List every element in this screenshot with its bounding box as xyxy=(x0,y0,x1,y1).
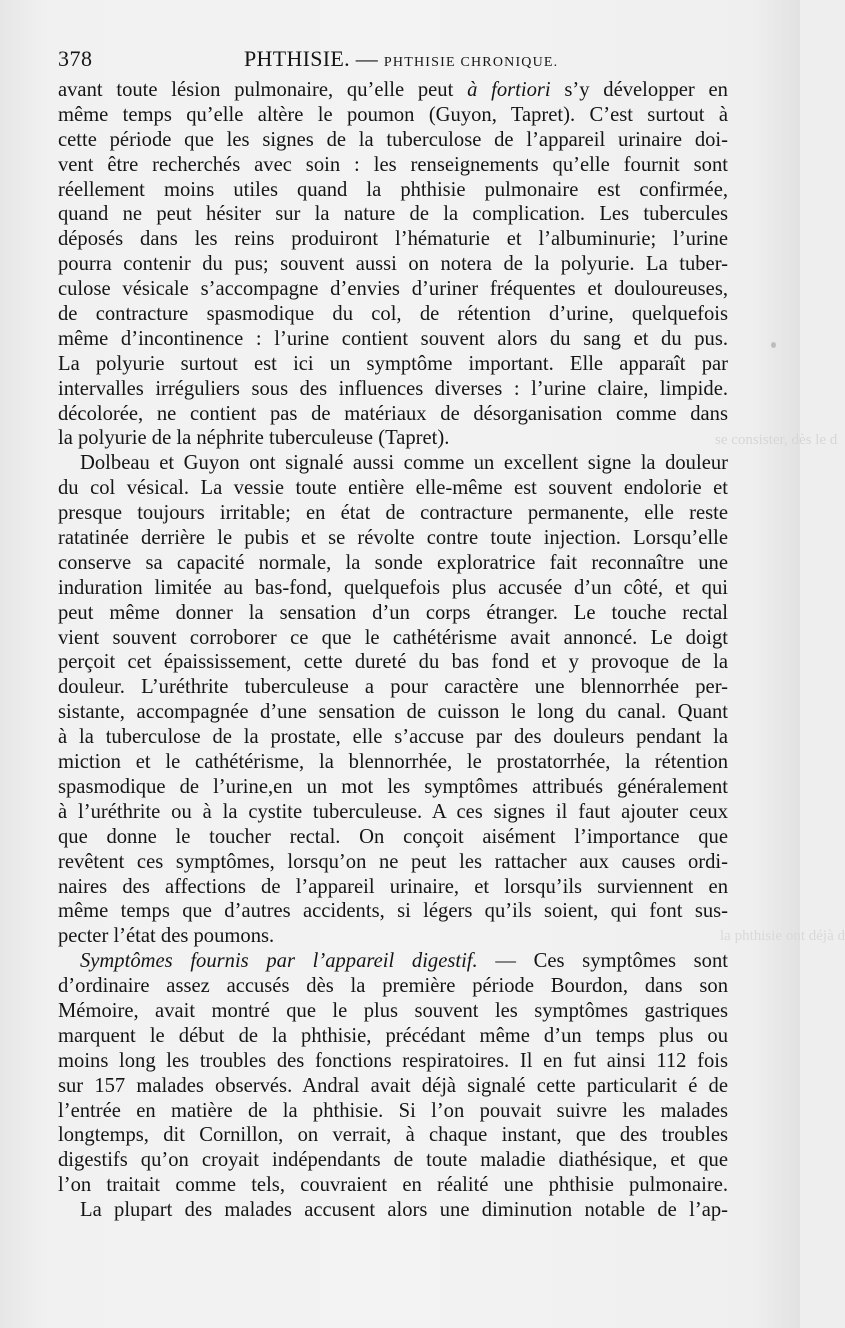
text-line: revêtent ces symptômes, lorsqu’on ne peut les rattacher aux causes ordi- xyxy=(58,850,728,873)
page-number: 378 xyxy=(58,46,93,71)
text-line: moins long les troubles des fonctions respiratoires. Il en fut ainsi 112 fois xyxy=(58,1049,728,1072)
text-line: digestifs qu’on croyait indépendants de toute maladie diathésique, et que xyxy=(58,1149,728,1172)
text-line: même temps qu’elle altère le poumon (Guyon, Tapret). C’est surtout à xyxy=(58,103,728,126)
text-line: à l’uréthrite ou à la cystite tuberculeuse. A ces signes il faut ajouter ceux xyxy=(58,800,728,823)
text-line: spasmodique de l’urine,en un mot les symptômes attribués généralement xyxy=(58,775,728,798)
text-line: Mémoire, avait montré que le plus souvent les symptômes gastriques xyxy=(58,999,728,1022)
text-line: pecter l’état des poumons. xyxy=(58,925,275,948)
running-head-subtitle: PHTHISIE CHRONIQUE. xyxy=(383,55,559,70)
text-line: que donne le toucher rectal. On conçoit aisément l’importance que xyxy=(58,825,728,848)
text-line: douleur. L’uréthrite tuberculeuse a pour caractère une blennorrhée per- xyxy=(58,676,728,699)
text-line: peut même donner la sensation d’un corps étranger. Le touche rectal xyxy=(58,601,728,624)
section-heading-line: Symptômes fournis par l’appareil digestif. — Ces symptômes sont xyxy=(80,950,728,973)
text-line: avant toute lésion pulmonaire, qu’elle peut à fortiori s’y développer en xyxy=(58,79,728,101)
text-line: vent être recherchés avec soin : les renseignements qu’elle fournit sont xyxy=(58,153,728,176)
text-line: intervalles irréguliers sous des influences diverses : l’urine claire, limpide. xyxy=(58,377,728,400)
text-line: l’on traitait comme tels, couvraient en réalité une phthisie pulmonaire. xyxy=(58,1174,728,1197)
page-header xyxy=(58,46,743,76)
text-line: marquent le début de la phthisie, précédant même d’un temps plus ou xyxy=(58,1024,728,1047)
text-line: induration limitée au bas-fond, quelquefois plus accusée d’un côté, et qui xyxy=(58,576,728,599)
italic-phrase: à fortiori xyxy=(467,79,551,101)
body-text xyxy=(58,78,728,1223)
text-line: longtemps, dit Cornillon, on verrait, à chaque instant, que des troubles xyxy=(58,1124,728,1147)
text-line: vient souvent corroborer ce que le cathétérisme avait annoncé. Le doigt xyxy=(58,626,728,649)
paper-speck xyxy=(771,342,776,348)
text-line: même temps que d’autres accidents, si légers qu’ils soient, qui font sus- xyxy=(58,900,728,923)
text-line: La polyurie surtout est ici un symptôme important. Elle apparaît par xyxy=(58,352,728,375)
text-line: de contracture spasmodique du col, de rétention d’urine, quelquefois xyxy=(58,303,728,326)
bleed-through-text: se consister, dès le d xyxy=(715,432,838,448)
text-line: la polyurie de la néphrite tuberculeuse (Tapret). xyxy=(58,427,450,450)
text-line: réellement moins utiles quand la phthisie pulmonaire est confirmée, xyxy=(58,178,728,201)
paragraph-start-line: Dolbeau et Guyon ont signalé aussi comme un excellent signe la douleur xyxy=(80,452,728,475)
text-line: perçoit cet épaississement, cette dureté du bas fond et y provoque de la xyxy=(58,651,728,674)
text-line: sistante, accompagnée d’une sensation de cuisson le long du canal. Quant xyxy=(58,701,728,724)
text-line: cette période que les signes de la tuberculose de l’appareil urinaire doi- xyxy=(58,128,728,151)
text-line: d’ordinaire assez accusés dès la première période Bourdon, dans son xyxy=(58,975,728,998)
text-line: culose vésicale s’accompagne d’envies d’uriner fréquentes et douloureuses, xyxy=(58,278,728,301)
text-line: l’entrée en matière de la phthisie. Si l’on pouvait suivre les malades xyxy=(58,1099,728,1122)
paragraph-start-line: La plupart des malades accusent alors une diminution notable de l’ap- xyxy=(80,1199,728,1222)
text-line: naires des affections de l’appareil urinaire, et lorsqu’ils surviennent en xyxy=(58,875,728,898)
text-line: presque toujours irritable; en état de contracture permanente, elle reste xyxy=(58,502,728,525)
text-line: déposés dans les reins produiront l’hématurie et l’albuminurie; l’urine xyxy=(58,228,728,251)
text-line: conserve sa capacité normale, la sonde exploratrice fait reconnaître une xyxy=(58,551,728,574)
text-line: ratatinée derrière le pubis et se révolte contre toute injection. Lorsqu’elle xyxy=(58,527,728,550)
text-line: pourra contenir du pus; souvent aussi on notera de la polyurie. La tuber- xyxy=(58,253,728,276)
text-line: du col vésical. La vessie toute entière elle-même est souvent endolorie et xyxy=(58,477,728,500)
running-head-title: PHTHISIE. xyxy=(244,46,350,71)
text-line: quand ne peut hésiter sur la nature de la complication. Les tubercules xyxy=(58,203,728,226)
text-line: miction et le cathétérisme, la blennorrhée, le prostatorrhée, la rétention xyxy=(58,751,728,774)
text-line: décolorée, ne contient pas de matériaux de désorganisation comme dans xyxy=(58,402,728,425)
text-line: même d’incontinence : l’urine contient souvent alors du sang et du pus. xyxy=(58,327,728,350)
running-head-separator: — xyxy=(355,46,379,71)
bleed-through-text: la phthisie ont déjà d xyxy=(720,928,845,944)
text-line: sur 157 malades observés. Andral avait déjà signalé cette particularit é de xyxy=(58,1074,728,1097)
running-head xyxy=(244,46,558,72)
section-heading: Symptômes fournis par l’appareil digestif. xyxy=(80,950,478,973)
text-line: à la tuberculose de la prostate, elle s’accuse par des douleurs pendant la xyxy=(58,726,728,749)
